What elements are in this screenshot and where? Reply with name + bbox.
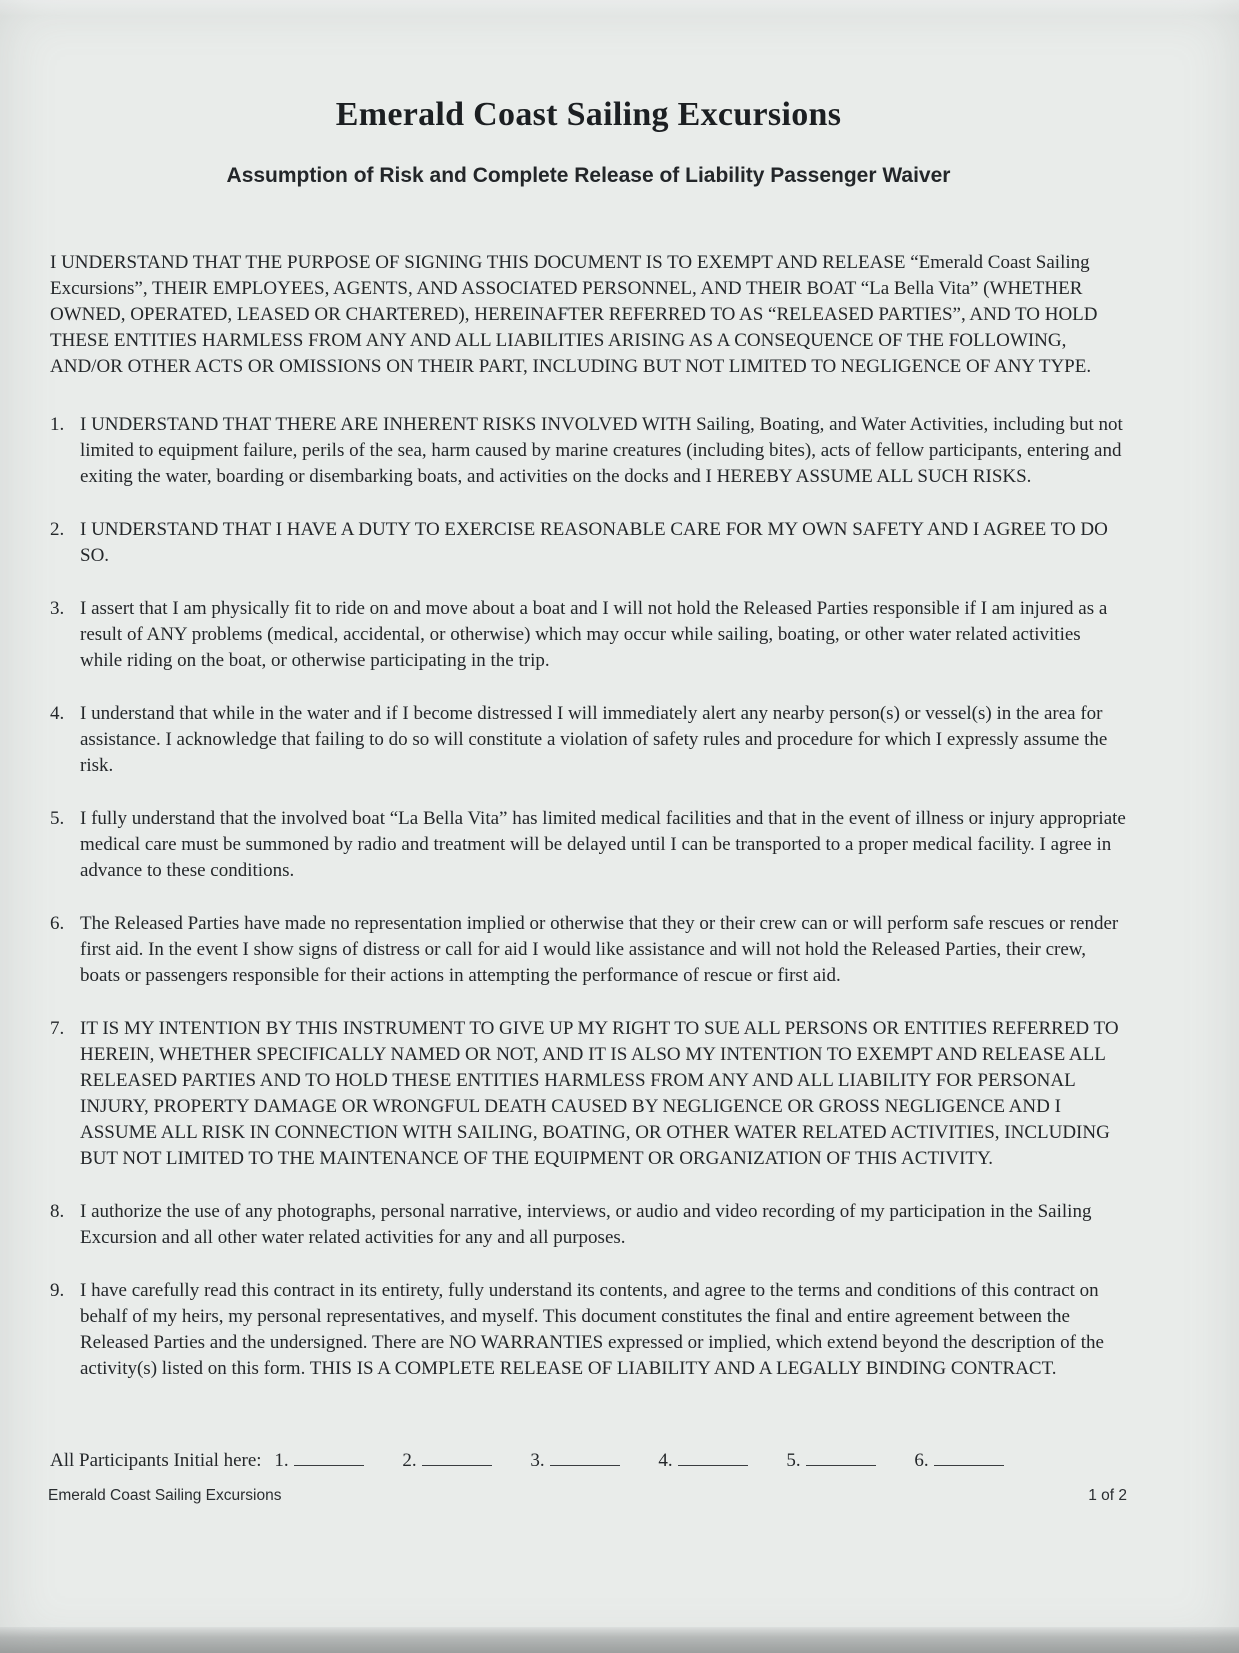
initial-slot-3 (530, 1450, 619, 1471)
item-text: I understand that while in the water and if I become distressed I will immediately alert any nearby person(s) or vessel(s) in the area for assistance. I acknowledge that failing to do so will constitute a violation of safety rules and procedure for which I expressly assume the risk. (80, 703, 1108, 776)
waiver-item-2 (50, 517, 1127, 569)
initial-slot-number: 2. (402, 1450, 417, 1471)
item-text: I UNDERSTAND THAT I HAVE A DUTY TO EXERCISE REASONABLE CARE FOR MY OWN SAFETY AND I AGREE TO DO SO. (80, 519, 1108, 566)
waiver-item-5 (50, 806, 1127, 884)
initial-slot-number: 5. (786, 1450, 801, 1471)
item-number: 5. (50, 808, 65, 829)
initial-slot-5 (786, 1450, 875, 1471)
item-number: 6. (50, 913, 65, 934)
item-text: I assert that I am physically fit to ride on and move about a boat and I will not hold the Released Parties responsible if I am injured as a result of ANY problems (medical, accidental, or otherwise) which may occur while sailing, boating, or other water related activities while riding on the boat, or otherwise participating in the trip. (80, 598, 1108, 671)
item-number: 8. (50, 1201, 65, 1222)
initial-slot-number: 1. (274, 1450, 289, 1471)
initial-slot-number: 4. (658, 1450, 673, 1471)
page-title: Emerald Coast Sailing Excursions (335, 96, 842, 133)
initial-blank (678, 1451, 748, 1466)
initials-label: All Participants Initial here: (50, 1450, 262, 1471)
waiver-item-8 (50, 1199, 1127, 1251)
item-number: 2. (50, 519, 65, 540)
item-number: 9. (50, 1280, 65, 1301)
initials-line (50, 1448, 1127, 1474)
initial-slot-2 (402, 1450, 491, 1471)
initial-slot-4 (658, 1450, 747, 1471)
item-text: I authorize the use of any photographs, personal narrative, interviews, or audio and video recording of my participation in the Sailing Excursion and all other water related activities for any and all purposes. (80, 1201, 1092, 1248)
item-number: 4. (50, 703, 65, 724)
item-number: 7. (50, 1018, 65, 1039)
scan-bottom-edge (0, 1627, 1239, 1653)
initial-blank (422, 1451, 492, 1466)
waiver-item-1 (50, 412, 1127, 490)
item-text: I fully understand that the involved boat “La Bella Vita” has limited medical facilities and that in the event of illness or injury appropriate medical care must be summoned by radio and treatment will be delayed until I can be transported to a proper medical facility. I agree in advance to these conditions. (80, 808, 1126, 881)
item-number: 3. (50, 598, 65, 619)
waiver-item-9 (50, 1278, 1127, 1382)
page-footer (48, 1487, 1127, 1505)
waiver-item-6 (50, 911, 1127, 989)
waiver-item-3 (50, 596, 1127, 674)
waiver-item-7 (50, 1016, 1127, 1172)
footer-company-name: Emerald Coast Sailing Excursions (48, 1487, 282, 1504)
initial-blank (294, 1451, 364, 1466)
page-subtitle: Assumption of Risk and Complete Release of Liability Passenger Waiver (226, 164, 951, 187)
item-text: The Released Parties have made no representation implied or otherwise that they or their crew can or will perform safe rescues or render first aid. In the event I show signs of distress or call for aid I would like assistance and will not hold the Released Parties, their crew, boats or passengers responsible for their actions in attempting the performance of rescue or first aid. (80, 913, 1119, 986)
initial-slot-6 (914, 1450, 1003, 1471)
waiver-item-4 (50, 701, 1127, 779)
item-text: IT IS MY INTENTION BY THIS INSTRUMENT TO GIVE UP MY RIGHT TO SUE ALL PERSONS OR ENTITIES REFERRED TO HEREIN, WHETHER SPECIFICALLY NAMED OR NOT, AND IT IS ALSO MY INTENTION TO EXEMPT AND RELEASE ALL RELEASED PARTIES AND TO HOLD THESE ENTITIES HARMLESS FROM ANY AND ALL LIABILITY FOR PERSONAL INJURY, PROPERTY DAMAGE OR WRONGFUL DEATH CAUSED BY NEGLIGENCE OR GROSS NEGLIGENCE AND I ASSUME ALL RISK IN CONNECTION WITH SAILING, BOATING, OR OTHER WATER RELATED ACTIVITIES, INCLUDING BUT NOT LIMITED TO THE MAINTENANCE OF THE EQUIPMENT OR ORGANIZATION OF THIS ACTIVITY. (80, 1018, 1119, 1169)
initial-blank (806, 1451, 876, 1466)
scan-top-edge (0, 0, 1239, 16)
item-text: I have carefully read this contract in its entirety, fully understand its contents, and agree to the terms and conditions of this contract on behalf of my heirs, my personal representatives, and myself. This document constitutes the final and entire agreement between the Released Parties and the undersigned. There are NO WARRANTIES expressed or implied, which extend beyond the description of the activity(s) listed on this form. THIS IS A COMPLETE RELEASE OF LIABILITY AND A LEGALLY BINDING CONTRACT. (80, 1280, 1104, 1379)
footer-page-number: 1 of 2 (1088, 1487, 1127, 1504)
initial-blank (934, 1451, 1004, 1466)
initial-blank (550, 1451, 620, 1466)
initial-slot-number: 3. (530, 1450, 545, 1471)
intro-paragraph: I UNDERSTAND THAT THE PURPOSE OF SIGNING THIS DOCUMENT IS TO EXEMPT AND RELEASE “Emerald Coast Sailing Excursions”, THEIR EMPLOYEES, AGENTS, AND ASSOCIATED PERSONNEL, AND THEIR BOAT “La Bella Vita” (WHETHER OWNED, OPERATED, LEASED OR CHARTERED), HEREINAFTER REFERRED TO AS “RELEASED PARTIES”, AND TO HOLD THESE ENTITIES HARMLESS FROM ANY AND ALL LIABILITIES ARISING AS A CONSEQUENCE OF THE FOLLOWING, AND/OR OTHER ACTS OR OMISSIONS ON THEIR PART, INCLUDING BUT NOT LIMITED TO NEGLIGENCE OF ANY TYPE. (50, 252, 1098, 377)
item-text: I UNDERSTAND THAT THERE ARE INHERENT RISKS INVOLVED WITH Sailing, Boating, and Water Activities, including but not limited to equipment failure, perils of the sea, harm caused by marine creatures (including bites), acts of fellow participants, entering and exiting the water, boarding or disembarking boats, and activities on the docks and I HEREBY ASSUME ALL SUCH RISKS. (80, 414, 1123, 487)
item-number: 1. (50, 414, 65, 435)
initial-slot-number: 6. (914, 1450, 929, 1471)
initial-slot-1 (274, 1450, 363, 1471)
